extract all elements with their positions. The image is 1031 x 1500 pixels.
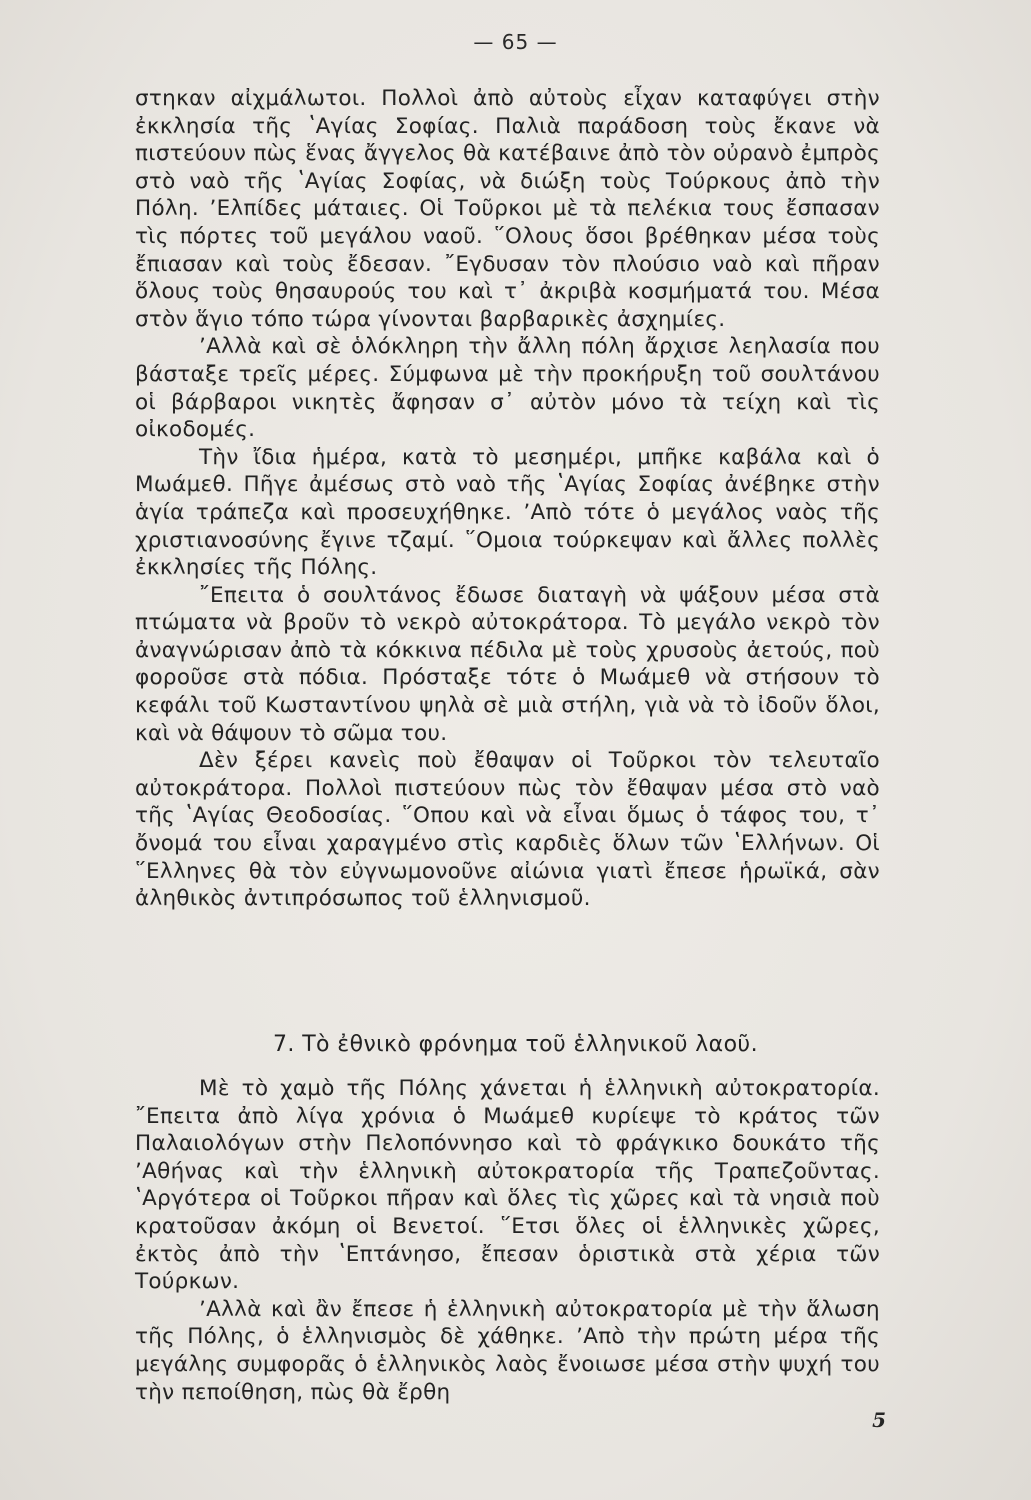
signature-mark: 5 (872, 1408, 886, 1432)
paragraph: ʼΑλλὰ καὶ σὲ ὁλόκληρη τὴν ἄλλη πόλη ἄρχισε λεηλασία που βάσταξε τρεῖς μέρες. Σύμφωνα μὲ τὴν προκήρυξη τοῦ σουλτάνου οἱ βάρβαροι νικητὲς ἄφησαν σ᾽ αὐτὸν μόνο τὰ τείχη καὶ τὶς οἰκοδομές. (135, 334, 880, 443)
paragraph: Μὲ τὸ χαμὸ τῆς Πόλης χάνεται ἡ ἑλληνικὴ αὐτοκρατορία. ῎Επειτα ἀπὸ λίγα χρόνια ὁ Μωάμεθ κυρίεψε τὸ κράτος τῶν Παλαιολόγων στὴν Πελοπόννησο καὶ τὸ φράγκικο δουκάτο τῆς ʼΑθήνας καὶ τὴν ἑλληνικὴ αὐτοκρατορία τῆς Τραπεζοῦντας. ʽΑργότερα οἱ Τοῦρκοι πῆραν καὶ ὅλες τὶς χῶρες καὶ τὰ νησιὰ ποὺ κρατοῦσαν ἀκόμη οἱ Βενετοί. ῞Ετσι ὅλες οἱ ἑλληνικὲς χῶρες, ἐκτὸς ἀπὸ τὴν ʽΕπτάνησο, ἔπεσαν ὁριστικὰ στὰ χέρια τῶν Τούρκων. (135, 1076, 880, 1295)
section-heading: 7. Τὸ ἐθνικὸ φρόνημα τοῦ ἑλληνικοῦ λαοῦ. (273, 1032, 758, 1057)
paragraph: Δὲν ξέρει κανεὶς ποὺ ἔθαψαν οἱ Τοῦρκοι τὸν τελευταῖο αὐτοκράτορα. Πολλοὶ πιστεύουν πὼς τὸν ἔθαψαν μέσα στὸ ναὸ τῆς ʽΑγίας Θεοδοσίας. ῞Οπου καὶ νὰ εἶναι ὅμως ὁ τάφος του, τ᾽ ὄνομά του εἶναι χαραγμένο στὶς καρδιὲς ὅλων τῶν ʽΕλλήνων. Οἱ ῞Ελληνες θὰ τὸν εὐγνωμονοῦνε αἰώνια γιατὶ ἔπεσε ἡρωϊκά, σὰν ἀληθικὸς ἀντιπρόσωπος τοῦ ἑλληνισμοῦ. (135, 748, 880, 912)
paragraph: στηκαν αἰχμάλωτοι. Πολλοὶ ἀπὸ αὐτοὺς εἶχαν καταφύγει στὴν ἐκκλησία τῆς ʽΑγίας Σοφίας. Παλιὰ παράδοση τοὺς ἔκανε νὰ πιστεύουν πὼς ἕνας ἄγγελος θὰ κατέβαινε ἀπὸ τὸν οὐρανὸ ἐμπρὸς στὸ ναὸ τῆς ʽΑγίας Σοφίας, νὰ διώξη τοὺς Τούρκους ἀπὸ τὴν Πόλη. ʼΕλπίδες μάταιες. Οἱ Τοῦρκοι μὲ τὰ πελέκια τους ἔσπασαν τὶς πόρτες τοῦ μεγάλου ναοῦ. ῞Ολους ὅσοι βρέθηκαν μέσα τοὺς ἔπιασαν καὶ τοὺς ἔδεσαν. ῎Εγδυσαν τὸν πλούσιο ναὸ καὶ πῆραν ὅλους τοὺς θησαυρούς του καὶ τ᾽ ἀκριβὰ κοσμήματά του. Μέσα στὸν ἅγιο τόπο τώρα γίνονται βαρβαρικὲς ἀσχημίες. (135, 86, 880, 332)
paragraph: ʼΑλλὰ καὶ ἂν ἔπεσε ἡ ἑλληνικὴ αὐτοκρατορία μὲ τὴν ἅλωση τῆς Πόλης, ὁ ἑλληνισμὸς δὲ χάθηκε. ʼΑπὸ τὴν πρώτη μέρα τῆς μεγάλης συμφορᾶς ὁ ἑλληνικὸς λαὸς ἔνοιωσε μέσα στὴν ψυχή του τὴν πεποίθηση, πὼς θὰ ἔρθη (135, 1296, 880, 1405)
paragraph: Τὴν ἴδια ἡμέρα, κατὰ τὸ μεσημέρι, μπῆκε καβάλα καὶ ὁ Μωάμεθ. Πῆγε ἀμέσως στὸ ναὸ τῆς ʽΑγίας Σοφίας ἀνέβηκε στὴν ἁγία τράπεζα καὶ προσευχήθηκε. ʼΑπὸ τότε ὁ μεγάλος ναὸς τῆς χριστιανοσύνης ἔγινε τζαμί. ῞Ομοια τούρκεψαν καὶ ἄλλες πολλὲς ἐκκλησίες τῆς Πόλης. (135, 444, 880, 581)
main-text-top (135, 85, 880, 913)
main-text-bottom (135, 1075, 880, 1406)
page-number: — 65 — (473, 30, 558, 54)
paragraph: ῎Επειτα ὁ σουλτάνος ἔδωσε διαταγὴ νὰ ψάξουν μέσα στὰ πτώματα νὰ βροῦν τὸ νεκρὸ αὐτοκράτορα. Τὸ μεγάλο νεκρὸ τὸν ἀναγνώρισαν ἀπὸ τὰ κόκκινα πέδιλα μὲ τοὺς χρυσοὺς ἀετούς, ποὺ φοροῦσε στὰ πόδια. Πρόσταξε τότε ὁ Μωάμεθ νὰ στήσουν τὸ κεφάλι τοῦ Κωσταντίνου ψηλὰ σὲ μιὰ στήλη, γιὰ νὰ τὸ ἰδοῦν ὅλοι, καὶ νὰ θάψουν τὸ σῶμα του. (135, 582, 880, 746)
